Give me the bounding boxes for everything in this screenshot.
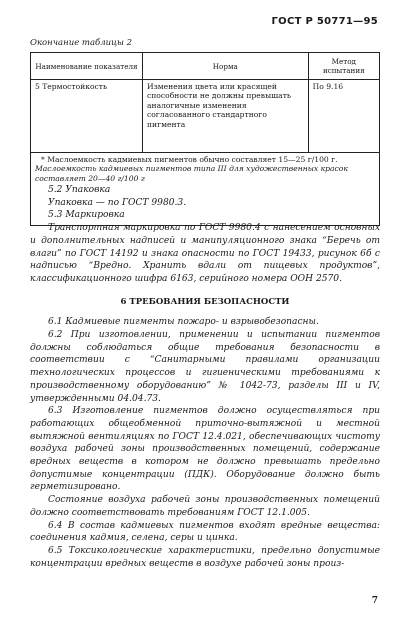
paragraph-6-1: 6.1 Кадмиевые пигменты пожаро- и взрывобезопасны. [48,317,319,328]
row-indicator: 5 Термостойкость [31,80,143,153]
paragraph-air-state: Состояние воздуха рабочей зоны производственных помещений должно соответствовать требованиям ГОСТ 12.1.005. [30,495,380,518]
paragraph-packing: Упаковка — по ГОСТ 9980.3. [48,197,187,208]
header-indicator: Наименование показателя [31,53,143,80]
note-line-2: Маслоемкость кадмиевых пигментов типа III для художественных красок составляет 20—40 г/100 г [35,164,348,183]
note-line-1: * Маслоемкость кадмиевых пигментов обычно составляет 15—25 г/100 г. [41,155,338,164]
paragraph-6-5: 6.5 Токсикологические характеристики, предельно допустимые концентрации вредных веществ в воздухе рабочей зоны произ- [30,545,380,569]
section-title: 6 ТРЕБОВАНИЯ БЕЗОПАСНОСТИ [120,296,290,307]
body-text [30,184,380,570]
subsection-marking: 5.3 Маркировка [48,210,125,221]
row-norm: Изменения цвета или красящей способности не должны превышать аналогичные изменения согласованного стандартного пигмента [142,80,308,153]
paragraph-6-3: 6.3 Изготовление пигментов должно осуществляться при работающих общеобменной приточно-вытяжной и местной вытяжной вентиляциях по ГОСТ 12.4.021, обеспечивающих чистоту воздуха рабочей зоны производственных помещений, содержание вредных веществ в котором не должно превышать предельно допустимые концентрации (ПДК). Оборудование должно быть герметизировано. [30,406,380,493]
subsection-packing: 5.2 Упаковка [48,185,111,195]
paragraph-6-2: 6.2 При изготовлении, применении и испытании пигментов должны соблюдаться общие требования безопасности в соответствии с “Санитарными правилами организации технологических процессов и гигиеническими требованиями к производственному оборудованию” № 1042-73, разделы III и IV, утвержденными 04.04.73. [30,330,380,404]
paragraph-6-4: 6.4 В состав кадмиевых пигментов входят вредные вещества: соединения кадмия, селена, серы и цинка. [30,520,380,544]
table-row [31,80,380,153]
row-method: По 9.16 [308,80,379,153]
paragraph-marking: Транспортная маркировка по ГОСТ 9980.4 с нанесением основных и дополнительных надписей и манипуляционного знака “Беречь от влаги” по ГОСТ 14192 и знака опасности по ГОСТ 19433, рисунок 6б с надписью “Вредно. Хранить вдали от пищевых продуктов”, классификационного шифра 6163, серийного номера ООН 2570. [30,223,380,284]
table-header-row [31,53,380,80]
page-number: 7 [371,596,378,606]
header-method: Метод испытания [308,53,379,80]
document-code: ГОСТ Р 50771—95 [271,16,378,27]
header-norm: Норма [142,53,308,80]
table-caption: Окончание таблицы 2 [30,38,133,48]
